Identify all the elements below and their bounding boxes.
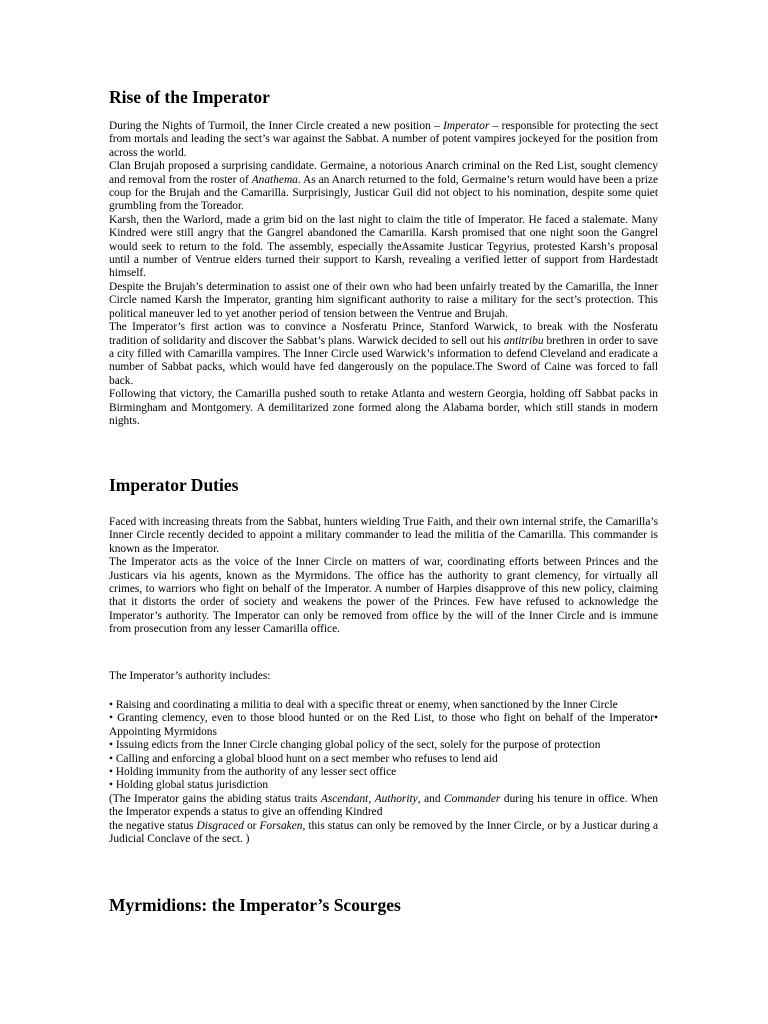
section-body-duties — [109, 516, 658, 637]
section-body-rise — [109, 120, 658, 428]
list-item: • Raising and coordinating a militia to deal with a specific threat or enemy, when sanctioned by the Inner Circle — [109, 699, 618, 711]
paragraph: Karsh, then the Warlord, made a grim bid on the last night to claim the title of Imperator. He faced a stalemate. Many Kindred were still angry that the Gangrel abandoned the Camarilla. Karsh promised that one night soon the Gangrel would seek to return to the fold. The assembly, especially theAssamite Justicar Tegyrius, protested Karsh’s proposal until a number of Ventrue elders turned their support to Karsh, revealing a verified letter of support from Hardestadt himself. — [109, 213, 658, 280]
paragraph: Faced with increasing threats from the Sabbat, hunters wielding True Faith, and their own internal strife, the Camarilla’s Inner Circle recently decided to appoint a military commander to lead the militia of the Camarilla. This commander is known as the Imperator. — [109, 516, 658, 555]
paragraph: Clan Brujah proposed a surprising candidate. Germaine, a notorious Anarch criminal on the Red List, sought clemency and removal from the roster of Anathema. As an Anarch returned to the fold, Germaine’s return would have been a prize coup for the Brujah and the Camarilla. Surprisingly, Justicar Guil did not object to his nomination, despite some quiet grumbling from the Toreador. — [109, 160, 658, 213]
authority-list — [109, 699, 658, 846]
paragraph: The Imperator’s first action was to convince a Nosferatu Prince, Stanford Warwick, to break with the Nosferatu tradition of solidarity and discover the Sabbat’s plans. Warwick decided to sell out his antitribu brethren in order to save a city filled with Camarilla vampires. The Inner Circle used Warwick’s information to defend Cleveland and eradicate a number of Sabbat packs, which would have fed dangerously on the populace.The Sword of Caine was forced to fall back. — [109, 321, 658, 387]
status-note: (The Imperator gains the abiding status traits Ascendant, Authority, and Commander during his tenure in office. When the Imperator expends a status to give an offending Kindred — [109, 792, 658, 819]
status-note-continued: the negative status Disgraced or Forsaken, this status can only be removed by the Inner Circle, or by a Justicar during a Judicial Conclave of the sect. ) — [109, 819, 658, 846]
section-heading-rise: Rise of the Imperator — [109, 87, 270, 107]
section-heading-myrmidons: Myrmidions: the Imperator’s Scourges — [109, 895, 401, 915]
section-heading-duties: Imperator Duties — [109, 475, 239, 495]
paragraph: During the Nights of Turmoil, the Inner Circle created a new position – Imperator – responsible for protecting the sect from mortals and leading the sect’s war against the Sabbat. A number of potent vampires jockeyed for the position from across the world. — [109, 120, 658, 159]
paragraph: The Imperator’s authority includes: — [109, 670, 271, 682]
list-item: • Granting clemency, even to those blood hunted or on the Red List, to those who fight on behalf of the Imperator• Appointing Myrmidons — [109, 712, 658, 738]
authority-intro — [109, 670, 658, 683]
paragraph: Following that victory, the Camarilla pushed south to retake Atlanta and western Georgia, holding off Sabbat packs in Birmingham and Montgomery. A demilitarized zone formed along the Alabama border, which still stands in modern nights. — [109, 388, 658, 427]
list-item: • Holding global status jurisdiction — [109, 779, 269, 792]
list-item: • Holding immunity from the authority of any lesser sect office — [109, 766, 397, 779]
list-item: • Calling and enforcing a global blood hunt on a sect member who refuses to lend aid — [109, 752, 498, 765]
paragraph: Despite the Brujah’s determination to assist one of their own who had been unfairly treated by the Camarilla, the Inner Circle named Karsh the Imperator, granting him significant authority to raise a military for the sect’s protection. This political maneuver led to yet another period of tension between the Ventrue and Brujah. — [109, 280, 658, 320]
list-item: • Issuing edicts from the Inner Circle changing global policy of the sect, solely for the purpose of protection — [109, 739, 601, 752]
paragraph: The Imperator acts as the voice of the Inner Circle on matters of war, coordinating efforts between Princes and the Justicars via his agents, known as the Myrmidons. The office has the authority to grant clemency, for virtually all crimes, to warriors who fight on behalf of the Imperator. A number of Harpies disapprove of this new policy, claiming that it distorts the order of society and weakens the power of the Princes. Few have refused to acknowledge the Imperator’s authority. The Imperator can only be removed from office by the will of the Inner Circle and is immune from prosecution from any lesser Camarilla office. — [109, 556, 658, 636]
